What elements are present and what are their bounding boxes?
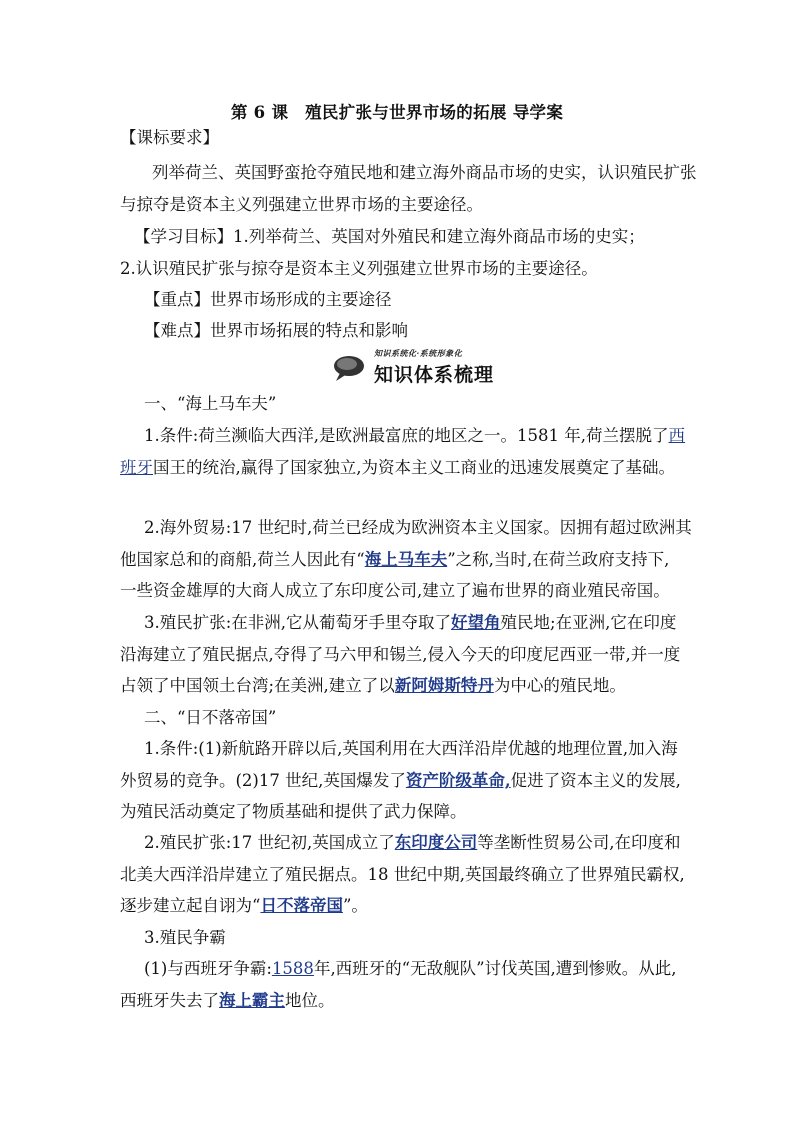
section2-heading: 二、“日不落帝国” [144, 708, 277, 727]
s2-p3-text-end: 年,西班牙的“无敌舰队”讨伐英国,遭到惨败。从此, [313, 959, 677, 978]
s1-p1-line1 [144, 425, 685, 447]
curriculum-text-line1: 列举荷兰、英国野蛮抢夺殖民地和建立海外商品市场的史实，认识殖民扩张 [152, 163, 697, 182]
s2-p2c-text-end: ”。 [342, 896, 368, 915]
section1-heading: 一、“海上马车夫” [144, 394, 277, 413]
s1-p3c-text-end: 为中心的殖民地。 [493, 676, 626, 695]
curriculum-heading: 【课标要求】 [120, 128, 219, 147]
s1-p3-line2: 沿海建立了殖民据点,夺得了马六甲和锡兰,侵入今天的印度尼西亚一带,并一度 [120, 645, 681, 664]
s2-p1-line1: 1.条件:(1)新航路开辟以后,英国利用在大西洋沿岸优越的地理位置,加入海 [144, 739, 678, 758]
difficulty-point: 【难点】世界市场拓展的特点和影响 [144, 321, 408, 340]
s2-p1-text-end: 促进了资本主义的发展, [510, 771, 681, 790]
s2-p3b-text-end: 地位。 [285, 991, 335, 1010]
s1-p3c-text: 占领了中国领土台湾;在美洲,建立了以 [120, 676, 395, 695]
s2-p2-text: 2.殖民扩张:17 世纪初,英国成立了 [144, 833, 395, 852]
s2-p3-line1 [144, 958, 677, 980]
s2-p1-line3: 为殖民活动奠定了物质基础和提供了武力保障。 [120, 802, 467, 821]
s2-p2c-text: 逐步建立起自诩为“ [120, 896, 261, 915]
banner-subtitle: 知识系统化·系统形象化 [374, 348, 463, 358]
s2-p3-text: (1)与西班牙争霸: [144, 959, 272, 978]
bourgeois-revolution-link[interactable]: 资产阶级革命, [405, 771, 511, 790]
sun-never-sets-empire-link[interactable]: 日不落帝国 [260, 896, 343, 915]
knowledge-banner [330, 346, 495, 386]
learning-goal-line2: 2.认识殖民扩张与掠夺是资本主义列强建立世界市场的主要途径。 [120, 259, 598, 278]
s1-p1-text: 1.条件:荷兰濒临大西洋,是欧洲最富庶的地区之一。1581 年,荷兰摆脱了 [144, 426, 669, 445]
s1-p3-line1 [144, 612, 676, 634]
s2-p3-line2 [120, 990, 335, 1012]
s2-p2-line1 [144, 832, 681, 854]
s1-p2-line2 [120, 549, 669, 571]
curriculum-text-line2: 与掠夺是资本主义列强建立世界市场的主要途径。 [120, 195, 483, 214]
s2-p2-text-end: 等垄断性贸易公司,在印度和 [477, 833, 681, 852]
s1-p3-line3 [120, 675, 626, 697]
spain-link[interactable]: 西 [668, 426, 686, 445]
s2-p3b-text: 西班牙失去了 [120, 991, 219, 1010]
speech-bubble-icon [332, 354, 370, 382]
sea-coachman-link[interactable]: 海上马车夫 [364, 550, 448, 569]
sea-hegemon-link[interactable]: 海上霸主 [219, 991, 285, 1010]
s1-p2-text: 他国家总和的商船,荷兰人因此有“ [120, 550, 365, 569]
spain-link-continued[interactable]: 班牙 [120, 458, 153, 477]
key-point: 【重点】世界市场形成的主要途径 [144, 290, 392, 309]
s1-p1-text-end: 国王的统治,赢得了国家独立,为资本主义工商业的迅速发展奠定了基础。 [153, 458, 675, 477]
s1-p1-line2 [120, 457, 675, 479]
s1-p2-text-end: ”之称,当时,在荷兰政府支持下, [447, 550, 670, 569]
cape-of-good-hope-link[interactable]: 好望角 [451, 613, 501, 632]
year-1588-link[interactable]: 1588 [271, 959, 314, 978]
s1-p3-text-end: 殖民地;在亚洲,它在印度 [500, 613, 677, 632]
s1-p3-text: 3.殖民扩张:在非洲,它从葡萄牙手里夺取了 [144, 613, 452, 632]
s2-p2-line3 [120, 895, 368, 917]
s1-p2-line1: 2.海外贸易:17 世纪时,荷兰已经成为欧洲资本主义国家。因拥有超过欧洲其 [144, 518, 692, 537]
new-amsterdam-link[interactable]: 新阿姆斯特丹 [394, 676, 494, 695]
east-india-company-link[interactable]: 东印度公司 [394, 833, 478, 852]
s2-p2-line2: 北美大西洋沿岸建立了殖民据点。18 世纪中期,英国最终确立了世界殖民霸权, [120, 865, 685, 884]
s2-p3-heading: 3.殖民争霸 [144, 928, 226, 947]
s2-p1-line2 [120, 770, 681, 792]
s2-p1-text: 外贸易的竞争。(2)17 世纪,英国爆发了 [120, 771, 406, 790]
s1-p2-line3: 一些资金雄厚的大商人成立了东印度公司,建立了遍布世界的商业殖民帝国。 [120, 581, 670, 600]
banner-title: 知识体系梳理 [374, 364, 495, 386]
page-title: 第 6 课 殖民扩张与世界市场的拓展 导学案 [230, 103, 564, 122]
learning-goal-line1: 【学习目标】1.列举荷兰、英国对外殖民和建立海外商品市场的史实； [134, 227, 645, 246]
